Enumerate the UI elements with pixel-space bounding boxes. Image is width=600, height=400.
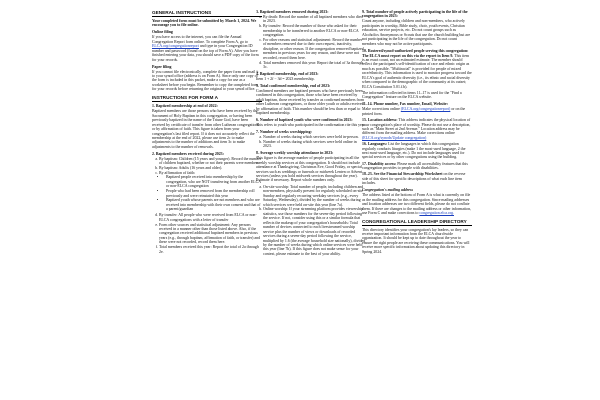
item-7a: a. Number of weeks during which services were held in-person. <box>263 135 366 139</box>
item-10-body: This item is an exact count, not an estimated estimate. The member should reflect the participant's self-identification of race and ethnic origin as much as possible. "Multiracial" is provided for people of mixed race/ethnicity. This information is used to monitor progress toward the ELCA's goal of authentic diversity (i.e., its ethnic and racial diversity when compared to the demographic of the community at its outset; ELCA Constitution 5.01.f.b). <box>362 53 472 89</box>
item-2c-bullet: • People who had been removed from the membership roll previously and were reinstated this year <box>166 189 262 198</box>
item-5-text: Confirmed members are baptized persons who have previously been confirmed in this congregation, those who have been received by adult baptism, those received by transfer as confirmed members from other Lutheran congregations, or those older youth or adults received by affirmation of faith. This number should be less than or equal to baptized membership. <box>256 88 365 116</box>
item-2d: d. By transfer: All people who were received from ELCA or non-ELCA congregations with a letter of transfer <box>159 213 262 222</box>
item-10-bold: The ELCA must report on this via the report in Item 9. <box>362 53 454 58</box>
item-17-body: Please mark all accessibility features that this congregation provides to people with disabilities. <box>362 161 468 171</box>
online-filing-title: Online filing <box>152 30 173 35</box>
online-filing-text <box>152 35 262 62</box>
item-11-14-title: 11–14. Phone number, Fax number, Email, Website: <box>362 102 448 107</box>
item-10-text-2: The information collected in items 11–17 is used for the "Find a Congregation" feature on the ELCA website. <box>362 91 462 100</box>
congregation-elca-link[interactable]: congregation.elca.org. <box>419 211 454 216</box>
item-8b: b. Online worship: If your streaming platform provides viewership statistics, use those numbers for the seven-day period following the service. If not, consider using this or a similar formula that reflects the makeup of your congregation's households: Total number of devices connected to each livestreamed worship service plus the number of views or downloads of recorded services during a seven-day period following the service, multiplied by 1.6 (the average household size nationally), divided by the number of weeks during which online services were held this year (line 7b). If this figure does not make sense for your context, please estimate to the best of your ability. <box>263 207 366 256</box>
item-3b: b. By transfer: Record the number of those who asked for their membership to be transferred to another ELCA or non-ELCA congregation. <box>263 24 366 37</box>
item-10-text <box>362 54 472 90</box>
item-2-list <box>152 157 262 254</box>
form-instructions-heading: INSTRUCTIONS FOR FORM A <box>152 95 262 102</box>
congregation-report-link[interactable]: ELCA.org/congregationreport <box>152 44 199 49</box>
item-9-text: Count anyone, including children and non-members, who actively participates in worship, Bible study, choir, youth events, Christian education, service projects, etc. Do not count groups such as Alcoholics Anonymous or Scouts that use the church building but are not participating in the life of the congregation. Do not count members who may not be active participants. <box>362 19 471 46</box>
item-11-14-body: Make corrections online <box>362 107 400 112</box>
item-3-list <box>256 15 366 70</box>
item-17-title: 17. Disability access: <box>362 161 397 166</box>
mailing-address-text <box>362 193 472 215</box>
leadership-directory-heading: CONGREGATIONAL LEADERSHIP DIRECTORY <box>362 219 472 226</box>
item-2c-bullet: • Baptized youth whose parents are not members and who are received into membership with their own consent and that of a parent/guardian <box>166 198 262 211</box>
item-6-title: 6. Number of baptized youth who were confirmed in 2023: <box>256 118 353 123</box>
item-2c-bullets <box>159 175 262 211</box>
online-filing-text-1: If you have access to the internet, you can file the Annual Congregation Report form online. To complete Form A, go to <box>152 35 248 44</box>
mailing-address-body: The address listed at the bottom of Form A is what is currently on file as the mailing address for this congregation. Since mailing addresses and location addresses are two different fields, please do not conflate them. If there are changes to the mailing address or other information, use Form C and make corrections to <box>362 193 472 216</box>
item-17-text <box>362 162 472 171</box>
item-2e: e. Form other sources and statistical adjustment: Any persons received in a manner other than those listed above. Also, if the congregation received additional baptized members in previous years (e.g., through baptism, affirmation of faith, or transfer) and these were not recorded, record them here. <box>159 223 262 245</box>
item-8a: a. On-site worship: Total number of people, including children and non-members, physically present for regularly scheduled on-site Sunday and regularly recurring weekday services (e.g., every Saturday, Wednesday), divided by the number of weeks during which services were held on-site this year (line 7a). <box>263 185 366 207</box>
item-3d: d. Total members removed this year: Report the total of 3a through 3c. <box>263 61 366 70</box>
item-16-text <box>362 142 472 160</box>
item-8-title: 8. Average weekly worship attendance in 2023: <box>256 151 334 156</box>
item-2f: f. Total members received this year: Report the total of 2a through 2e. <box>159 245 262 254</box>
item-2c <box>159 171 262 212</box>
mailing-address-title: Congregation's mailing address <box>362 188 414 193</box>
item-4-title: 4. Baptized membership, end of 2023: <box>256 72 319 77</box>
item-2-title: 2. Baptized members received during 2023: <box>152 151 224 156</box>
item-2b: b. By baptism: Adults (16 years and older). <box>159 166 262 170</box>
congregation-report-link-2[interactable]: (ELCA.org/congregationreport) <box>400 107 451 112</box>
item-1-title: 1. Baptized membership at end of 2022: <box>152 104 218 109</box>
item-9-title: 9. Total number of people actively participating in the life of the congregation in 2023: <box>362 10 468 19</box>
column-3 <box>362 10 472 256</box>
item-8-intro: This figure is the average number of people participating in all the weekly worship services at this congregation. It should not include attendance at Thanksgiving, Christmas Eve, Good Friday, or special services such as weddings or funerals or midweek Lenten or Advent services (unless you hold midweek services throughout the year). Estimate if necessary. Report whole numbers only. <box>256 156 363 183</box>
item-3a: a. By death: Record the number of all baptized members who died in 2023. <box>263 15 366 24</box>
item-3-title: 3. Baptized members removed during 2023: <box>256 10 329 14</box>
item-6-text: This refers to youth who participated in the confirmation rite this year. <box>256 123 366 128</box>
column-2 <box>256 10 366 258</box>
item-11-14-body-2: or on the printed form. <box>362 107 466 116</box>
item-4-text: Item 1 + 2f − 3d = 2023 membership. <box>256 77 315 82</box>
item-2c-label: By affirmation of faith: <box>159 170 196 175</box>
item-2c-bullet: • Baptized people received into membership by the congregation, who are NOT transferring from another ELCA or non-ELCA congregation <box>166 175 262 188</box>
item-16-title: 16. Languages: <box>362 142 388 147</box>
item-1-text: Baptized members are those persons who have been received by the Sacrament of Holy Baptism in this congregation, or having been previously baptized in the name of the Triune God, have been received by certificate of transfer from other Lutheran congregations or by affirmation of faith. This figure is taken from your congregation's last filed report. If it does not accurately reflect the membership at the end of 2022, please use item 2c to make adjustments to the number of additions and item 3c to make adjustments to the number of removals. <box>152 109 259 149</box>
item-5-title: 5. Total confirmed membership, end of 2023: <box>256 83 331 88</box>
item-7b: b. Number of weeks during which services were held online in 2023. <box>263 140 366 149</box>
update-congregation-link[interactable]: (ELCA.org/synods/Update congregation) <box>362 135 427 140</box>
item-8-list <box>256 185 366 257</box>
paper-filing-title: Paper filing <box>152 64 172 69</box>
online-filing-text-2: and type in your Congregation ID number and password (found on the top of Form A). After you have finished entering your data, you should save a PDF copy of the form for your records. <box>152 44 259 62</box>
column-1 <box>152 10 262 256</box>
item-15-text <box>362 118 472 140</box>
item-16-body: List the languages in which this congregation regularly conducts liturgies (make 1 the most-used language, 2 the next most-used language, etc.). Do not include languages used for special services or by other congregations using the building. <box>362 142 466 160</box>
leadership-directory-text: This directory identifies your congregation's lay leaders, so they can receive important information from the ELCA churchwide organization. It should be kept up to date throughout the year to ensure the right people are receiving these communications. You will receive more specific information about updating this directory in Spring 2024. <box>362 227 470 254</box>
paper-filing-text: If you cannot file electronically, complete the paper form and mail it to your synod office (address is on Form A). Since only one copy of the form is included in this packet, make a copy for use as a worksheet before you begin. Remember to copy the completed form for your records before returning the original to your synod office. <box>152 69 259 92</box>
item-15-body: This address indicates the physical location of your congregation's place of worship. Please do not use a description, such as "Main Street at 2nd Avenue." Location address may be different from the mailing address. Make corrections online <box>362 118 471 136</box>
item-18-23-body: on the reverse side of this sheet for specific descriptions of what each line item includes. <box>362 172 466 186</box>
item-3c: c. For other reasons and statistical adjustment: Record the number of members removed due to their own request, inactivity, discipline, or other reason. If the congregation removed baptized members in previous years for any reason, and these were not recorded, record them here. <box>263 38 366 60</box>
item-18-23-text <box>362 172 472 185</box>
item-15-title: 15. Location address: <box>362 118 398 123</box>
item-11-14-text <box>362 107 472 116</box>
general-instructions-heading: GENERAL INSTRUCTIONS <box>152 10 262 17</box>
item-18-23-title: 18–23. See the Financial Stewardship Worksheet <box>362 172 443 177</box>
deadline-notice: Your completed form must be submitted by March 1, 2024. We encourage you to file online. <box>152 19 257 28</box>
item-2a: a. By baptism: Children (15 years and younger). Record the number of children baptized, whether or not their parents were members <box>159 157 262 166</box>
item-10-title: 10. Rostered/synod-authorized people serving this congregation: <box>362 48 469 53</box>
item-7-title: 7. Number of weeks worshipping: <box>256 130 312 135</box>
item-7-list <box>256 135 366 149</box>
